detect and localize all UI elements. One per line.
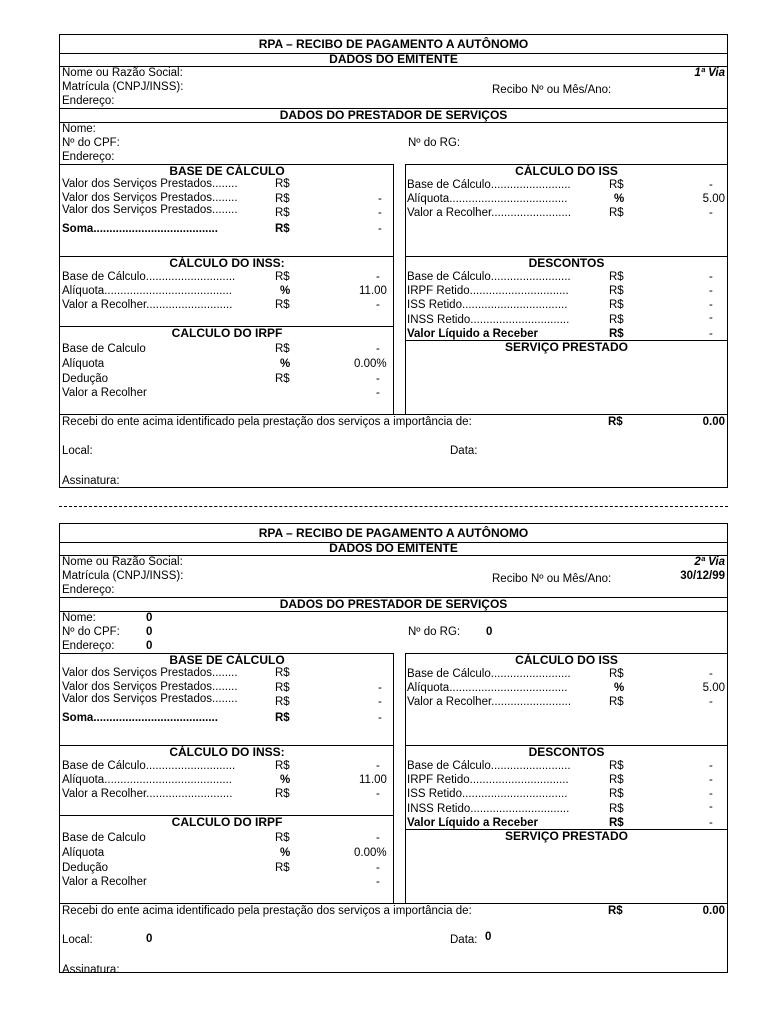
servico-prestado-title: SERVIÇO PRESTADO [505, 340, 628, 354]
servico-prestado-title: SERVIÇO PRESTADO [505, 829, 628, 843]
nome-value: 0 [146, 612, 153, 624]
irpf-valor-value: - [376, 876, 380, 888]
iss-base-label: Base de Cálculo......................... [407, 668, 571, 680]
rs-symbol: R$ [608, 416, 623, 428]
desc-base-label: Base de Cálculo......................... [407, 760, 571, 772]
valor-liquido-value: - [709, 817, 713, 829]
importancia-value: 0.00 [702, 905, 725, 917]
emitente-header: DADOS DO EMITENTE [60, 542, 727, 556]
rs-symbol: R$ [275, 760, 290, 772]
percent-symbol: % [280, 285, 291, 297]
inss-base-value: - [376, 760, 380, 772]
recibo-no-label: Recibo Nº ou Mês/Ano: [492, 573, 612, 585]
rg-label: Nº do RG: [408, 626, 461, 638]
assinatura-label: Assinatura: [62, 475, 120, 487]
valor-servicos-value-3: - [378, 207, 382, 219]
rs-symbol: R$ [275, 178, 290, 190]
valor-liquido-value: - [709, 328, 713, 340]
via-label: 2ª Via [694, 556, 725, 568]
percent-symbol: % [280, 358, 291, 370]
rs-symbol: R$ [609, 271, 624, 283]
iss-aliquota-label: Alíquota..................................... [407, 193, 568, 205]
receipt-via-2 [59, 523, 728, 976]
inss-base-value: - [376, 271, 380, 283]
irpf-deducao-value: - [376, 862, 380, 874]
rs-symbol: R$ [275, 343, 290, 355]
rs-symbol: R$ [609, 314, 624, 326]
emitente-header: DADOS DO EMITENTE [60, 53, 727, 67]
rs-symbol: R$ [609, 774, 624, 786]
inss-base-label: Base de Cálculo............................ [62, 271, 236, 283]
desc-base-value: - [709, 271, 713, 283]
irpf-base-label: Base de Calculo [62, 832, 146, 844]
inss-valor-label: Valor a Recolher........................... [62, 788, 233, 800]
irpf-aliquota-label: Alíquota [62, 847, 105, 859]
desc-base-label: Base de Cálculo......................... [407, 271, 571, 283]
local-label: Local: [62, 934, 93, 946]
data-label: Data: [450, 445, 478, 457]
inss-retido-value: - [709, 801, 713, 813]
nome-label: Nome: [62, 612, 96, 624]
irpf-aliquota-label: Alíquota [62, 358, 105, 370]
rs-symbol: R$ [275, 271, 290, 283]
rs-symbol: R$ [609, 668, 624, 680]
endereco-prestador-label: Endereço: [62, 151, 115, 163]
valor-servicos-label-3: Valor dos Serviços Prestados........ [62, 204, 238, 216]
inss-retido-label: INSS Retido............................... [407, 314, 570, 326]
irpf-deducao-label: Dedução [62, 862, 109, 874]
valor-servicos-value-2: - [378, 193, 382, 205]
soma-label: Soma....................................... [62, 712, 218, 724]
prestador-header: DADOS DO PRESTADOR DE SERVIÇOS [60, 108, 727, 123]
cpf-label: Nº do CPF: [62, 137, 120, 149]
base-calculo-title: BASE DE CÁLCULO [169, 164, 285, 178]
descontos-title: DESCONTOS [528, 256, 605, 270]
irpf-base-label: Base de Calculo [62, 343, 146, 355]
data-value: 0 [485, 931, 492, 943]
recebi-text: Recebi do ente acima identificado pela prestação dos serviços a importância de: [62, 416, 472, 428]
irpf-retido-label: IRPF Retido............................... [407, 774, 569, 786]
iss-title: CÁLCULO DO ISS [515, 164, 618, 178]
irpf-valor-value: - [376, 387, 380, 399]
valor-servicos-value-3: - [378, 696, 382, 708]
iss-base-label: Base de Cálculo......................... [407, 179, 571, 191]
iss-retido-value: - [709, 788, 713, 800]
inss-retido-label: INSS Retido............................... [407, 803, 570, 815]
rs-symbol: R$ [609, 299, 624, 311]
irpf-deducao-value: - [376, 373, 380, 385]
descontos-title: DESCONTOS [528, 745, 605, 759]
valor-liquido-label: Valor Líquido a Receber [407, 328, 539, 340]
cut-line [59, 506, 728, 507]
inss-valor-value: - [376, 299, 380, 311]
irpf-aliquota-value: 0.00% [354, 847, 387, 859]
rs-symbol: R$ [609, 696, 624, 708]
rs-symbol: R$ [275, 207, 290, 219]
percent-symbol: % [280, 847, 291, 859]
irpf-title: CALCULO DO IRPF [171, 326, 283, 340]
rs-symbol: R$ [275, 223, 290, 235]
via-label: 1ª Via [694, 67, 725, 79]
nome-razao-label: Nome ou Razão Social: [62, 67, 183, 79]
irpf-retido-value: - [709, 285, 713, 297]
rs-symbol: R$ [275, 299, 290, 311]
local-value: 0 [146, 933, 153, 945]
irpf-base-value: - [376, 343, 380, 355]
iss-valor-label: Valor a Recolher......................... [407, 696, 572, 708]
valor-servicos-label-2: Valor dos Serviços Prestados........ [62, 681, 238, 693]
percent-symbol: % [614, 682, 625, 694]
inss-title: CÁLCULO DO INSS: [169, 256, 285, 270]
inss-aliquota-value: 11.00 [359, 774, 387, 786]
rs-symbol: R$ [609, 207, 624, 219]
iss-title: CÁLCULO DO ISS [515, 653, 618, 667]
rs-symbol: R$ [275, 862, 290, 874]
rs-symbol: R$ [275, 682, 290, 694]
valor-servicos-label-3: Valor dos Serviços Prestados........ [62, 693, 238, 705]
rs-symbol: R$ [275, 667, 290, 679]
percent-symbol: % [614, 193, 625, 205]
inss-base-label: Base de Cálculo............................ [62, 760, 236, 772]
soma-value: - [378, 223, 382, 235]
prestador-header: DADOS DO PRESTADOR DE SERVIÇOS [60, 597, 727, 612]
importancia-value: 0.00 [702, 416, 725, 428]
rs-symbol: R$ [609, 817, 624, 829]
data-label: Data: [450, 934, 478, 946]
iss-base-value: - [709, 668, 713, 680]
cpf-label: Nº do CPF: [62, 626, 120, 638]
rg-label: Nº do RG: [408, 137, 461, 149]
iss-valor-value: - [709, 696, 713, 708]
iss-aliquota-value: 5.00 [702, 193, 725, 205]
rs-symbol: R$ [609, 788, 624, 800]
inss-title: CÁLCULO DO INSS: [169, 745, 285, 759]
inss-retido-value: - [709, 312, 713, 324]
inss-valor-label: Valor a Recolher........................... [62, 299, 233, 311]
iss-aliquota-value: 5.00 [702, 682, 725, 694]
irpf-aliquota-value: 0.00% [354, 358, 387, 370]
rs-symbol: R$ [609, 803, 624, 815]
endereco-prestador-value: 0 [146, 640, 153, 652]
recibo-no-value: 30/12/99 [680, 570, 725, 582]
irpf-retido-label: IRPF Retido............................... [407, 285, 569, 297]
irpf-base-value: - [376, 832, 380, 844]
cpf-value: 0 [146, 626, 153, 638]
endereco-emitente-label: Endereço: [62, 584, 115, 596]
valor-servicos-label-1: Valor dos Serviços Prestados........ [62, 178, 238, 190]
valor-servicos-label-2: Valor dos Serviços Prestados........ [62, 192, 238, 204]
iss-base-value: - [709, 179, 713, 191]
inss-valor-value: - [376, 788, 380, 800]
matricula-label: Matrícula (CNPJ/INSS): [62, 81, 184, 93]
soma-label: Soma....................................... [62, 223, 218, 235]
nome-razao-label: Nome ou Razão Social: [62, 556, 183, 568]
irpf-title: CALCULO DO IRPF [171, 815, 283, 829]
assinatura-label: Assinatura: [62, 964, 120, 976]
inss-aliquota-label: Alíquota........................................ [62, 774, 233, 786]
iss-retido-label: ISS Retido................................. [407, 299, 568, 311]
iss-retido-value: - [709, 299, 713, 311]
receipt-title: RPA – RECIBO DE PAGAMENTO A AUTÔNOMO [60, 35, 727, 54]
nome-label: Nome: [62, 123, 96, 135]
rs-symbol: R$ [609, 328, 624, 340]
rg-value: 0 [486, 626, 493, 638]
receipt-title: RPA – RECIBO DE PAGAMENTO A AUTÔNOMO [60, 524, 727, 543]
local-label: Local: [62, 445, 93, 457]
desc-base-value: - [709, 760, 713, 772]
recibo-no-label: Recibo Nº ou Mês/Ano: [492, 84, 612, 96]
rs-symbol: R$ [609, 760, 624, 772]
matricula-label: Matrícula (CNPJ/INSS): [62, 570, 184, 582]
inss-aliquota-label: Alíquota........................................ [62, 285, 233, 297]
rs-symbol: R$ [609, 285, 624, 297]
irpf-valor-label: Valor a Recolher [62, 387, 147, 399]
rs-symbol: R$ [275, 788, 290, 800]
soma-value: - [378, 712, 382, 724]
rs-symbol: R$ [275, 193, 290, 205]
rs-symbol: R$ [608, 905, 623, 917]
irpf-retido-value: - [709, 774, 713, 786]
percent-symbol: % [280, 774, 291, 786]
endereco-prestador-label: Endereço: [62, 640, 115, 652]
iss-aliquota-label: Alíquota..................................... [407, 682, 568, 694]
rs-symbol: R$ [275, 373, 290, 385]
rs-symbol: R$ [609, 179, 624, 191]
iss-valor-label: Valor a Recolher......................... [407, 207, 572, 219]
rs-symbol: R$ [275, 712, 290, 724]
valor-servicos-label-1: Valor dos Serviços Prestados........ [62, 667, 238, 679]
valor-servicos-value-2: - [378, 682, 382, 694]
recebi-text: Recebi do ente acima identificado pela prestação dos serviços a importância de: [62, 905, 472, 917]
inss-aliquota-value: 11.00 [359, 285, 387, 297]
irpf-deducao-label: Dedução [62, 373, 109, 385]
endereco-emitente-label: Endereço: [62, 95, 115, 107]
valor-liquido-label: Valor Líquido a Receber [407, 817, 539, 829]
iss-retido-label: ISS Retido................................. [407, 788, 568, 800]
irpf-valor-label: Valor a Recolher [62, 876, 147, 888]
rs-symbol: R$ [275, 832, 290, 844]
rs-symbol: R$ [275, 696, 290, 708]
iss-valor-value: - [709, 207, 713, 219]
base-calculo-title: BASE DE CÁLCULO [169, 653, 285, 667]
receipt-via-1 [59, 34, 728, 488]
